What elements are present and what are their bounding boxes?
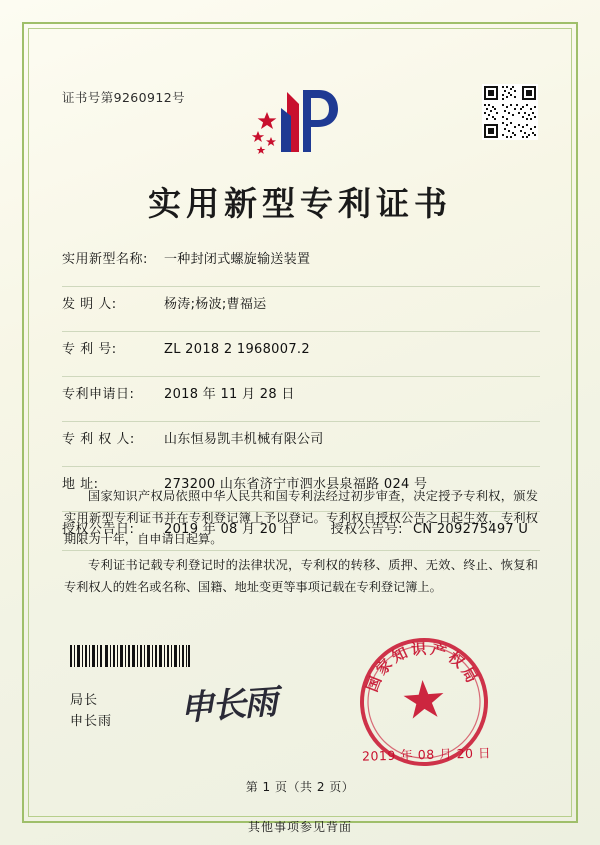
- grant-number-value: CN 209275497 U: [413, 522, 529, 537]
- grant-date-value: 2019 年 08 月 20 日: [164, 522, 295, 537]
- field-value: 杨涛;杨波;曹福运: [164, 297, 267, 312]
- corner-ornament-top-left: [22, 22, 48, 48]
- svg-text:国家知识产权局: 国家知识产权局: [362, 639, 483, 695]
- field-label: 地 址:: [62, 477, 99, 492]
- field-row: [62, 248, 540, 280]
- field-value: ZL 2018 2 1968007.2: [164, 342, 310, 357]
- field-label: 实用新型名称:: [62, 252, 148, 267]
- cnipa-emblem-icon: [245, 82, 360, 160]
- field-row: [62, 338, 540, 370]
- field-label: 发 明 人:: [62, 297, 117, 312]
- field-label: 专利申请日:: [62, 387, 135, 402]
- field-value: 山东恒易凯丰机械有限公司: [164, 432, 324, 447]
- seal-date: 2019 年 08 月 20 日: [361, 745, 492, 764]
- field-value: 一种封闭式螺旋输送装置: [164, 252, 311, 267]
- field-divider: [62, 286, 540, 287]
- legal-paragraph: 国家知识产权局依照中华人民共和国专利法经过初步审查，决定授予专利权，颁发实用新型专利证书并在专利登记簿上予以登记。专利权自授权公告之日起生效，专利权期限为十年，自申请日起算。: [64, 489, 538, 547]
- qr-code: [482, 84, 538, 140]
- grant-number-label: 授权公告号:: [330, 522, 404, 537]
- certificate-number: 证书号第9260912号: [62, 90, 185, 105]
- field-row: [62, 383, 540, 415]
- field-divider: [62, 466, 540, 467]
- legal-paragraph: 专利证书记载专利登记时的法律状况，专利权的转移、质押、无效、终止、恢复和专利权人的姓名或名称、国籍、地址变更等事项记载在专利登记簿上。: [64, 558, 538, 594]
- document-title: 实用新型专利证书: [148, 184, 452, 223]
- field-divider: [62, 331, 540, 332]
- grant-date-label: 授权公告日:: [62, 522, 135, 537]
- field-label: 专 利 权 人:: [62, 432, 135, 447]
- field-value: 2018 年 11 月 28 日: [164, 387, 295, 402]
- field-row: [62, 293, 540, 325]
- page-number: 第 1 页（共 2 页）: [245, 780, 355, 794]
- legal-text: [64, 486, 538, 603]
- corner-ornament-top-right: [552, 22, 578, 48]
- back-page-note: 其他事项参见背面: [247, 820, 352, 834]
- handwritten-signature: 申长雨: [178, 682, 278, 729]
- director-name: 申长雨: [70, 714, 113, 730]
- field-value: 273200 山东省济宁市泗水县泉福路 024 号: [164, 477, 428, 492]
- director-title-label: 局长: [70, 693, 99, 708]
- field-divider: [62, 376, 540, 377]
- field-row: [62, 428, 540, 460]
- field-label: 专 利 号:: [62, 342, 117, 357]
- field-divider: [62, 421, 540, 422]
- signature-block: [70, 690, 112, 733]
- barcode: [70, 645, 190, 667]
